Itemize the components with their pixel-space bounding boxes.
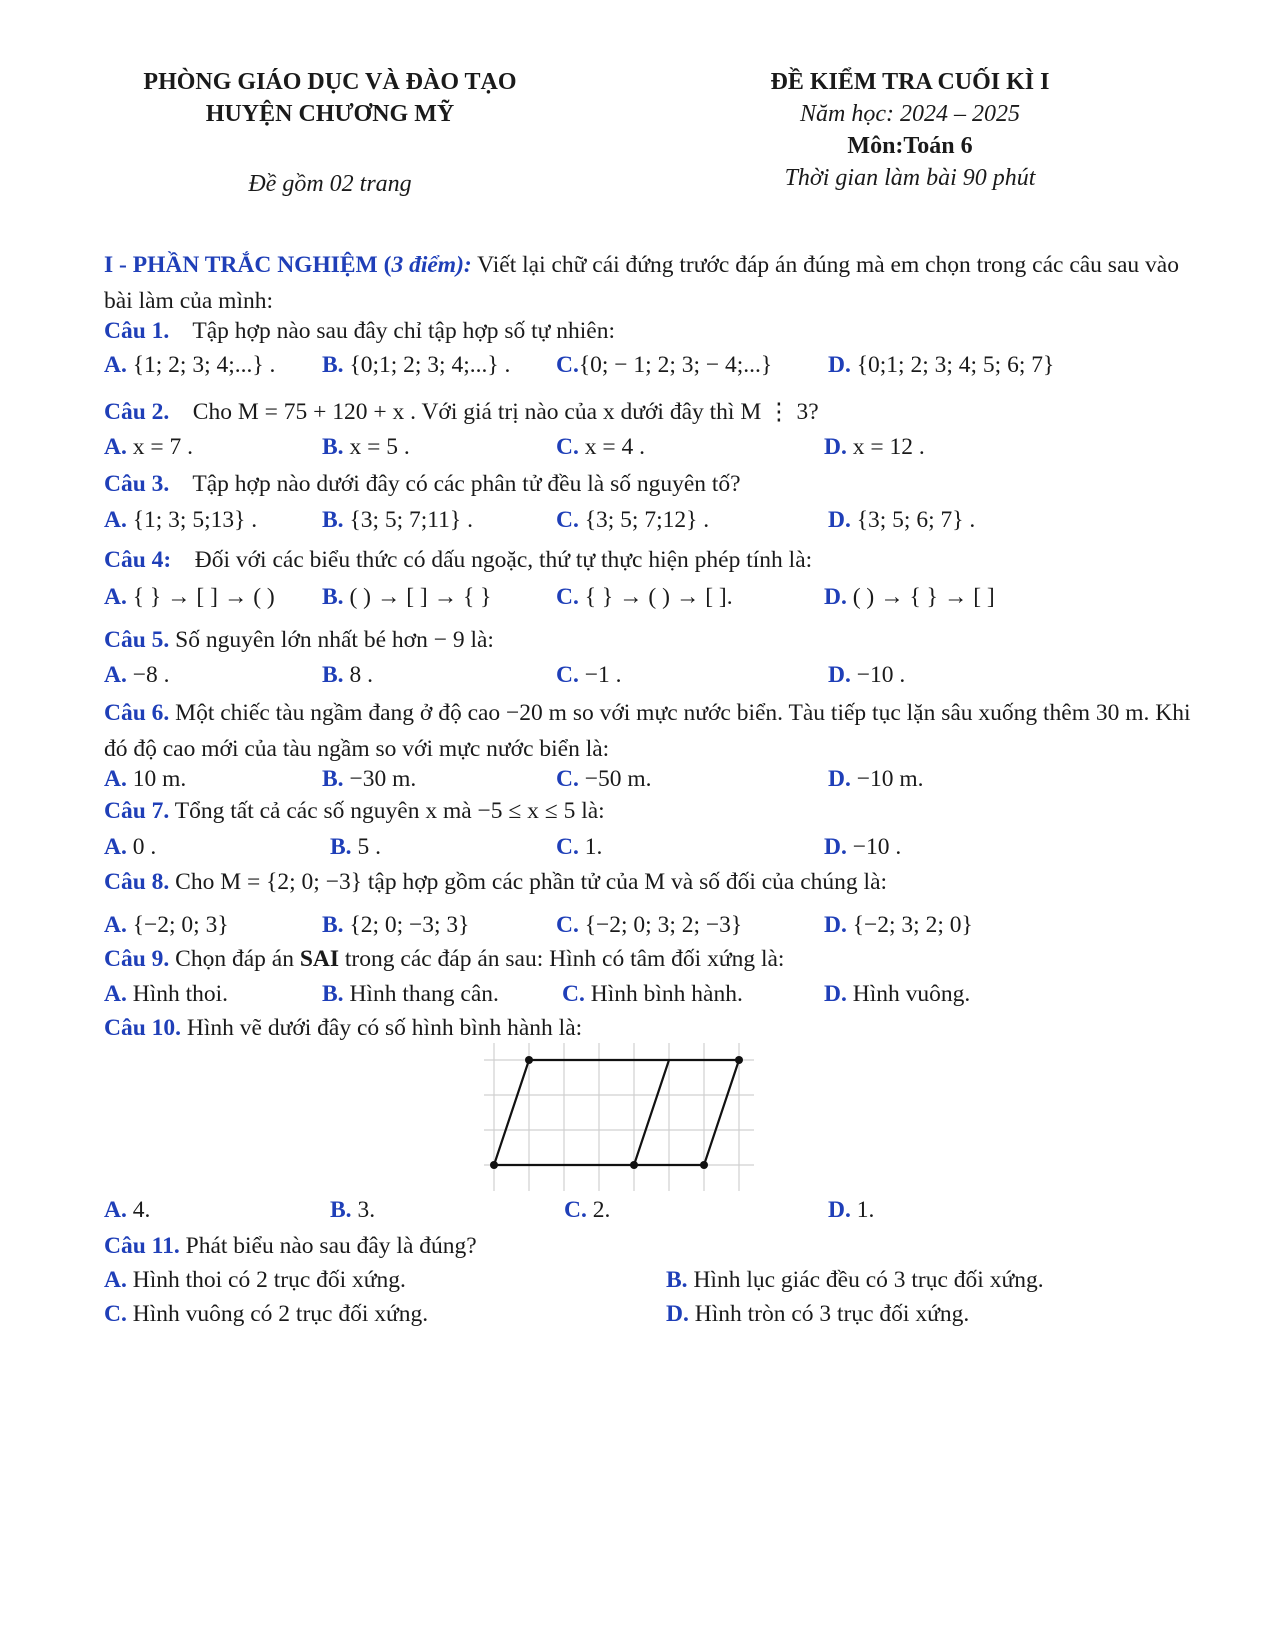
q2-option-c: C. x = 4 .	[556, 434, 645, 460]
question-number: Câu 8.	[104, 869, 170, 895]
q1-option-b: B. {0;1; 2; 3; 4;...} .	[322, 352, 511, 378]
q4-option-c: C. { } → ( ) → [ ].	[556, 584, 733, 610]
q11-option-b: B. Hình lục giác đều có 3 trục đối xứng.	[666, 1267, 1044, 1293]
q2-option-a: A. x = 7 .	[104, 434, 193, 460]
q7-option-b: B. 5 .	[330, 834, 381, 860]
q5-option-b: B. 8 .	[322, 662, 373, 688]
question-2	[104, 397, 819, 426]
q4-option-a: A. { } → [ ] → ( )	[104, 584, 275, 610]
q4-option-b: B. ( ) → [ ] → { }	[322, 584, 492, 610]
q10-option-c: C. 2.	[564, 1197, 611, 1223]
q11-option-a: A. Hình thoi có 2 trục đối xứng.	[104, 1267, 406, 1293]
question-number: Câu 11.	[104, 1233, 180, 1259]
question-text: Tập hợp nào sau đây chỉ tập hợp số tự nhiên:	[192, 318, 616, 344]
q6-option-b: B. −30 m.	[322, 766, 417, 792]
question-text: Phát biểu nào sau đây là đúng?	[185, 1233, 477, 1259]
section-points: 3 điểm	[391, 252, 457, 278]
school-year: Năm học: 2024 – 2025	[800, 101, 1020, 127]
q10-option-d: D. 1.	[828, 1197, 875, 1223]
question-7	[104, 798, 605, 825]
header-right	[650, 66, 1170, 194]
question-number: Câu 3.	[104, 471, 170, 497]
q8-option-b: B. {2; 0; −3; 3}	[322, 912, 470, 938]
question-number: Câu 7.	[104, 798, 170, 824]
question-number: Câu 2.	[104, 399, 170, 425]
parallelogram-figure	[484, 1043, 764, 1193]
question-3	[104, 471, 741, 498]
q8-option-a: A. {−2; 0; 3}	[104, 912, 229, 938]
q9-option-a: A. Hình thoi.	[104, 981, 229, 1007]
question-text: Tổng tất cả các số nguyên x mà −5 ≤ x ≤ 5 là:	[174, 798, 605, 824]
question-text: Cho M = {2; 0; −3} tập hợp gồm các phần tử của M và số đối của chúng là:	[175, 869, 888, 895]
question-11	[104, 1233, 477, 1260]
question-number: Câu 6.	[104, 700, 170, 726]
header-left	[60, 66, 600, 200]
q3-option-c: C. {3; 5; 7;12} .	[556, 507, 710, 533]
question-text: Một chiếc tàu ngầm đang ở độ cao −20 m so với mực nước biển. Tàu tiếp tục lặn sâu xuống thêm 30 m. Khi đó độ cao mới của tàu ngầm so với mực nước biển là:	[104, 700, 1191, 762]
question-6	[104, 695, 1194, 767]
time-limit: Thời gian làm bài 90 phút	[784, 165, 1036, 191]
q10-option-b: B. 3.	[330, 1197, 376, 1223]
grid	[484, 1043, 754, 1191]
question-9: Câu 9. Chọn đáp án SAI trong các đáp án sau: Hình có tâm đối xứng là:	[104, 946, 785, 972]
question-1	[104, 318, 615, 345]
q9-option-d: D. Hình vuông.	[824, 981, 971, 1007]
section-title-close: ):	[456, 252, 472, 278]
vertex-points	[490, 1056, 743, 1169]
question-5	[104, 627, 494, 654]
q3-option-d: D. {3; 5; 6; 7} .	[828, 507, 976, 533]
question-emphasis: SAI	[299, 946, 340, 972]
q1-option-c: C.{0; − 1; 2; 3; − 4;...}	[556, 352, 773, 378]
question-number: Câu 4:	[104, 547, 172, 573]
q7-option-d: D. −10 .	[824, 834, 902, 860]
q5-option-c: C. −1 .	[556, 662, 622, 688]
q3-option-a: A. {1; 3; 5;13} .	[104, 507, 258, 533]
department-name: PHÒNG GIÁO DỤC VÀ ĐÀO TẠO	[143, 69, 517, 95]
q11-option-c: C. Hình vuông có 2 trục đối xứng.	[104, 1301, 429, 1327]
question-10	[104, 1015, 582, 1042]
question-text: Chọn đáp án	[175, 946, 300, 972]
exam-title: ĐỀ KIỂM TRA CUỐI KÌ I	[770, 69, 1050, 95]
q2-option-d: D. x = 12 .	[824, 434, 925, 460]
q11-option-d: D. Hình tròn có 3 trục đối xứng.	[666, 1301, 970, 1327]
question-text: Tập hợp nào dưới đây có các phân tử đều là số nguyên tố?	[192, 471, 741, 497]
q7-option-c: C. 1.	[556, 834, 603, 860]
question-number: Câu 1.	[104, 318, 170, 344]
question-text: Số nguyên lớn nhất bé hơn − 9 là:	[175, 627, 494, 653]
page-count-note: Đề gồm 02 trang	[248, 171, 412, 197]
parallelogram-edges	[494, 1060, 739, 1165]
question-number: Câu 9.	[104, 946, 170, 972]
q1-option-d: D. {0;1; 2; 3; 4; 5; 6; 7}	[828, 352, 1055, 378]
section-title: I - PHẦN TRẮC NGHIỆM (	[104, 252, 392, 278]
q9-option-c: C. Hình bình hành.	[562, 981, 743, 1007]
q3-option-b: B. {3; 5; 7;11} .	[322, 507, 473, 533]
q6-option-a: A. 10 m.	[104, 766, 187, 792]
question-8	[104, 869, 887, 896]
question-number: Câu 5.	[104, 627, 170, 653]
question-text: Cho M = 75 + 120 + x . Với giá trị nào của x dưới đây thì M ⋮ 3?	[192, 399, 819, 425]
question-number: Câu 10.	[104, 1015, 182, 1041]
q8-option-d: D. {−2; 3; 2; 0}	[824, 912, 973, 938]
q6-option-d: D. −10 m.	[828, 766, 924, 792]
question-text: Đối với các biểu thức có dấu ngoặc, thứ tự thực hiện phép tính là:	[194, 547, 813, 573]
subject: Môn:Toán 6	[847, 133, 973, 159]
q2-option-b: B. x = 5 .	[322, 434, 410, 460]
district-name: HUYỆN CHƯƠNG MỸ	[205, 101, 455, 127]
q4-option-d: D. ( ) → { } → [ ]	[824, 584, 995, 610]
q5-option-a: A. −8 .	[104, 662, 170, 688]
q8-option-c: C. {−2; 0; 3; 2; −3}	[556, 912, 743, 938]
q6-option-c: C. −50 m.	[556, 766, 652, 792]
question-text: Hình vẽ dưới đây có số hình bình hành là:	[186, 1015, 583, 1041]
question-4	[104, 547, 812, 574]
q10-option-a: A. 4.	[104, 1197, 151, 1223]
q7-option-a: A. 0 .	[104, 834, 157, 860]
section-instruction: Viết lại chữ cái đứng trước đáp án đúng mà em chọn trong các câu sau vào bài làm của mình:	[104, 252, 1179, 314]
q1-option-a: A. {1; 2; 3; 4;...} .	[104, 352, 276, 378]
q5-option-d: D. −10 .	[828, 662, 906, 688]
section-intro	[104, 247, 1194, 319]
q9-option-b: B. Hình thang cân.	[322, 981, 499, 1007]
